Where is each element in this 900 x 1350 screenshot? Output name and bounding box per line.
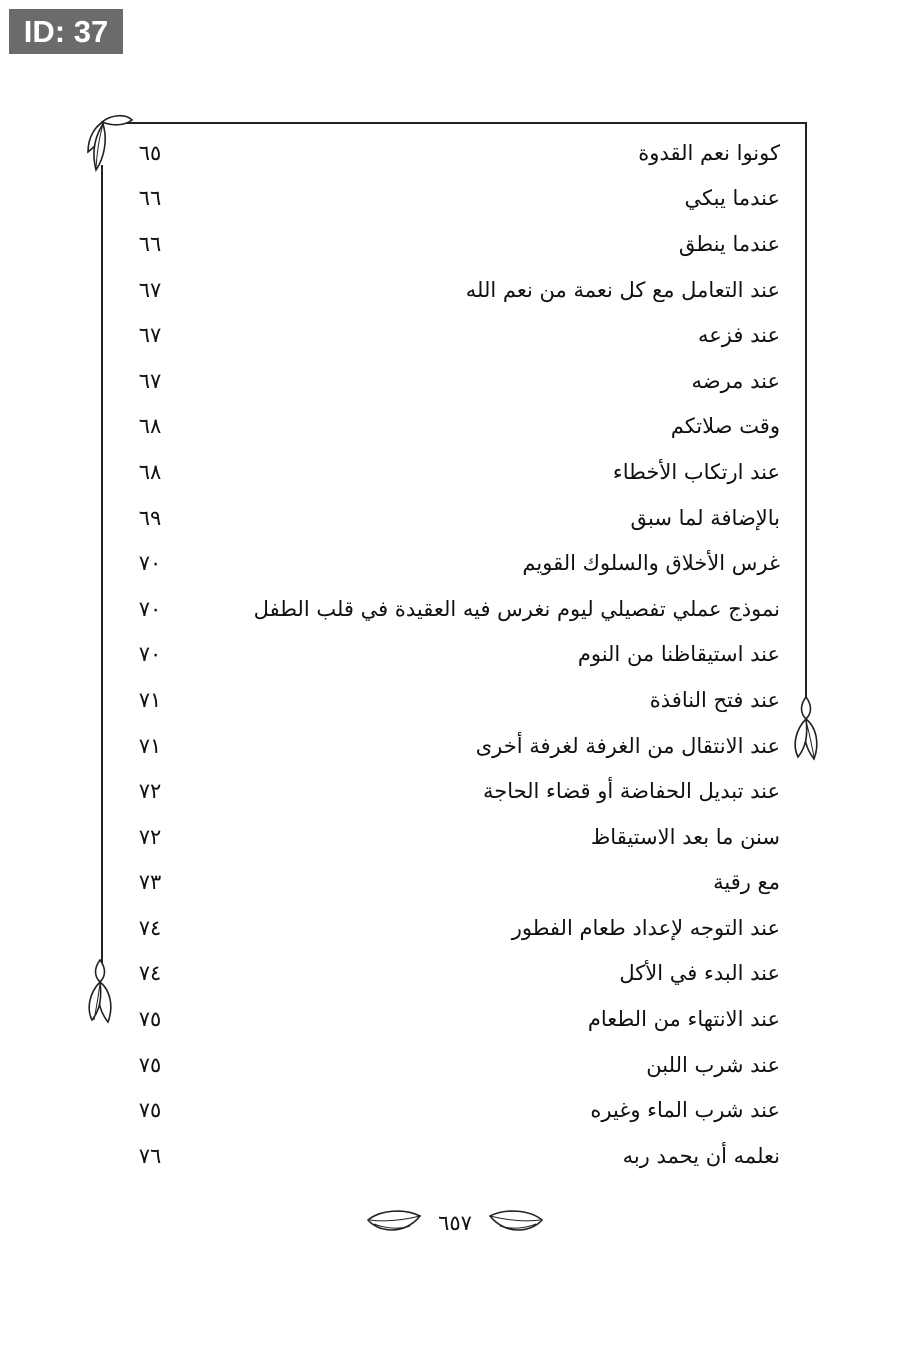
table-of-contents	[130, 130, 780, 1179]
leaf-ornament-icon	[84, 958, 118, 1036]
toc-entry	[130, 540, 780, 586]
entry-title: بالإضافة لما سبق	[630, 505, 780, 530]
entry-page-number: ٦٧	[138, 368, 162, 393]
entry-title: عند شرب الماء وغيره	[590, 1098, 780, 1123]
toc-entry	[130, 449, 780, 495]
leaf-icon	[364, 1206, 424, 1240]
id-badge: ID: 37	[9, 9, 123, 54]
entry-title: عند ارتكاب الأخطاء	[612, 459, 780, 484]
frame-top-border	[120, 122, 807, 124]
entry-title: سنن ما بعد الاستيقاظ	[590, 824, 780, 849]
entry-page-number: ٧٥	[138, 1098, 162, 1123]
entry-title: عند فزعه	[698, 323, 780, 348]
toc-entry	[130, 267, 780, 313]
entry-title: عند تبديل الحفاضة أو قضاء الحاجة	[482, 779, 780, 804]
toc-entry	[130, 860, 780, 906]
toc-entry	[130, 1087, 780, 1133]
entry-page-number: ٧٥	[138, 1052, 162, 1077]
toc-entry	[130, 495, 780, 541]
entry-title: عند التوجه لإعداد طعام الفطور	[511, 915, 780, 940]
toc-entry	[130, 358, 780, 404]
toc-entry	[130, 951, 780, 997]
toc-entry	[130, 768, 780, 814]
toc-entry	[130, 586, 780, 632]
entry-page-number: ٦٦	[138, 231, 162, 256]
entry-page-number: ٦٨	[138, 459, 162, 484]
toc-entry	[130, 677, 780, 723]
entry-page-number: ٦٧	[138, 323, 162, 348]
entry-page-number: ٦٥	[138, 140, 162, 165]
leaf-ornament-icon	[790, 695, 824, 773]
entry-page-number: ٧٣	[138, 870, 162, 895]
entry-page-number: ٧٢	[138, 779, 162, 804]
entry-title: غرس الأخلاق والسلوك القويم	[522, 551, 780, 576]
entry-title: وقت صلاتكم	[670, 414, 780, 439]
toc-entry	[130, 312, 780, 358]
entry-page-number: ٧٥	[138, 1007, 162, 1032]
entry-title: مع رقية	[713, 870, 780, 895]
entry-page-number: ٧٠	[138, 596, 162, 621]
toc-entry	[130, 221, 780, 267]
entry-page-number: ٧١	[138, 687, 162, 712]
toc-entry	[130, 632, 780, 678]
entry-title: عند التعامل مع كل نعمة من نعم الله	[465, 277, 780, 302]
page-footer	[350, 1203, 560, 1243]
page-number: ٦٥٧	[438, 1211, 472, 1235]
entry-page-number: ٦٧	[138, 277, 162, 302]
leaf-icon	[486, 1206, 546, 1240]
toc-entry	[130, 1042, 780, 1088]
entry-page-number: ٧٤	[138, 961, 162, 986]
entry-title: كونوا نعم القدوة	[638, 140, 780, 165]
frame-right-border	[805, 122, 807, 700]
entry-page-number: ٦٩	[138, 505, 162, 530]
entry-page-number: ٦٨	[138, 414, 162, 439]
toc-entry	[130, 814, 780, 860]
entry-title: عندما يبكي	[684, 186, 780, 211]
entry-title: عند الانتهاء من الطعام	[587, 1007, 780, 1032]
toc-entry	[130, 905, 780, 951]
entry-title: عندما ينطق	[678, 231, 780, 256]
entry-title: عند الانتقال من الغرفة لغرفة أخرى	[475, 733, 780, 758]
entry-title: عند شرب اللبن	[646, 1052, 780, 1077]
toc-entry	[130, 404, 780, 450]
entry-title: عند استيقاظنا من النوم	[577, 642, 780, 667]
entry-title: نعلمه أن يحمد ربه	[622, 1143, 780, 1168]
entry-title: عند البدء في الأكل	[619, 961, 780, 986]
entry-page-number: ٧٢	[138, 824, 162, 849]
entry-title: نموذج عملي تفصيلي ليوم نغرس فيه العقيدة في قلب الطفل	[253, 596, 780, 621]
entry-page-number: ٧١	[138, 733, 162, 758]
entry-page-number: ٧٠	[138, 551, 162, 576]
entry-page-number: ٧٤	[138, 915, 162, 940]
toc-entry	[130, 723, 780, 769]
entry-title: عند فتح النافذة	[649, 687, 780, 712]
toc-entry	[130, 996, 780, 1042]
toc-entry	[130, 1133, 780, 1179]
frame-left-border	[101, 165, 103, 965]
toc-entry	[130, 176, 780, 222]
entry-page-number: ٧٠	[138, 642, 162, 667]
entry-page-number: ٦٦	[138, 186, 162, 211]
leaf-ornament-icon	[82, 112, 134, 174]
entry-title: عند مرضه	[691, 368, 780, 393]
toc-entry	[130, 130, 780, 176]
entry-page-number: ٧٦	[138, 1143, 162, 1168]
